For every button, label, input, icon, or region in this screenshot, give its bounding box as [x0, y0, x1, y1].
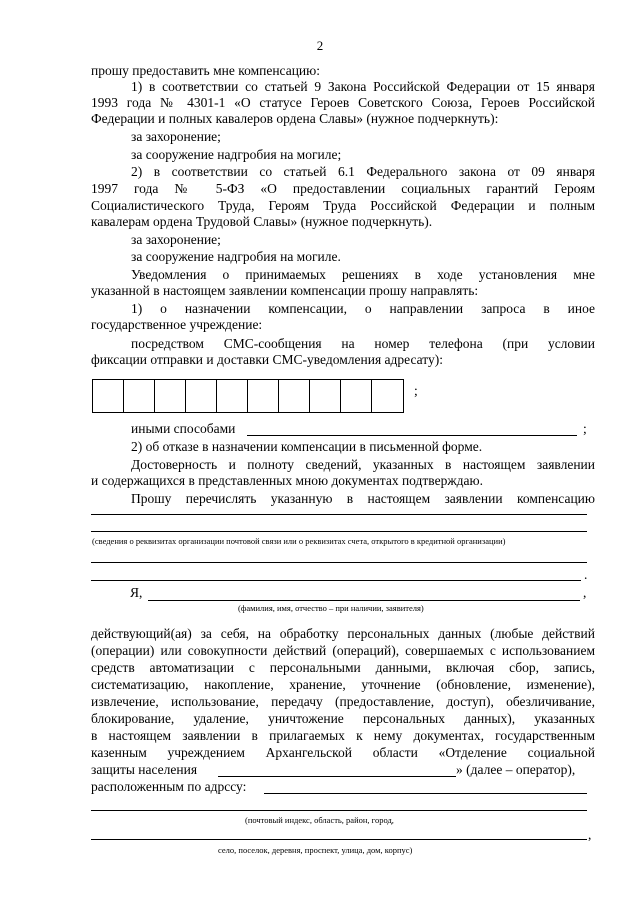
other-methods-field[interactable] [247, 435, 577, 436]
text-line: в настоящем заявлении в прилагаемых к нему документах, государственным [91, 728, 595, 743]
phone-digit-cell[interactable] [279, 380, 310, 412]
phone-digit-cell[interactable] [124, 380, 155, 412]
text-line: 1993 года № 4301-1 «О статусе Героев Советского Союза, Героев Российской [91, 95, 595, 110]
bank-details-field[interactable] [91, 562, 587, 563]
text-line: Прошу перечислять указанную в настоящем заявлении компенсацию [131, 491, 595, 506]
text-line: прошу предоставить мне компенсацию: [91, 63, 320, 78]
text-line: действующий(ая) за себя, на обработку персональных данных (любые действий [91, 626, 595, 641]
text-line: кавалерам ордена Трудовой Славы» (нужное подчеркнуть). [91, 214, 433, 229]
text-line: за сооружение надгробия на могиле; [131, 147, 342, 162]
text-line: иными способами [131, 421, 236, 436]
address-field[interactable] [91, 810, 587, 811]
text-line: блокирование, удаление, уничтожение персональных данных), указанных [91, 711, 595, 726]
text-line: 1997 года № 5-ФЗ «О предоставлении социальных гарантий Героям [91, 181, 595, 196]
address-field[interactable] [91, 839, 587, 840]
phone-number-grid [92, 379, 404, 413]
address-field[interactable] [264, 793, 587, 794]
text-line: расположенным по адрссу: [91, 779, 247, 794]
text-line: Социалистического Труда, Героям Труда Российской Федерации и полным [91, 198, 595, 213]
text-line: 1) о назначении компенсации, о направлении запроса в иное [131, 301, 595, 316]
text-line: Я, [130, 585, 143, 600]
text-line: казенным учреждением Архангельской области «Отделение социальной [91, 745, 595, 760]
text-line: указанной в настоящем заявлении компенсации прошу направлять: [91, 283, 479, 298]
text-line: защиты населения [91, 762, 198, 777]
text-line: , [588, 827, 592, 842]
caption: (почтовый индекс, область, район, город, [245, 815, 394, 825]
department-name-field[interactable] [218, 776, 456, 777]
phone-digit-cell[interactable] [341, 380, 372, 412]
phone-digit-cell[interactable] [310, 380, 341, 412]
phone-digit-cell[interactable] [217, 380, 248, 412]
phone-digit-cell[interactable] [155, 380, 186, 412]
applicant-name-field[interactable] [148, 600, 580, 601]
text-line: извлечение, использование, передачу (предоставление, доступ), обезличивание, [91, 694, 595, 709]
caption: село, поселок, деревня, проспект, улица, дом, корпус) [218, 845, 413, 855]
text-line: Федерации и полных кавалеров ордена Славы» (нужное подчеркнуть): [91, 111, 499, 126]
bank-details-field[interactable] [91, 531, 587, 532]
text-line: систематизацию, накопление, хранение, уточнение (обновление, изменение), [91, 677, 595, 692]
text-line: Достоверность и полноту сведений, указанных в настоящем заявлении [131, 457, 595, 472]
text-line: . [584, 567, 588, 582]
phone-digit-cell[interactable] [186, 380, 217, 412]
text-line: 2) в соответствии со статьей 6.1 Федерального закона от 09 января [131, 164, 595, 179]
text-line: и содержащихся в представленных мною документах подтверждаю. [91, 473, 483, 488]
text-line: 1) в соответствии со статьей 9 Закона Российской Федерации от 15 января [131, 79, 595, 94]
text-line: 2) об отказе в назначении компенсации в письменной форме. [131, 439, 483, 454]
text-line: за захоронение; [131, 129, 221, 144]
caption: (фамилия, имя, отчество – при наличии, заявителя) [238, 603, 424, 613]
sms-semicolon: ; [414, 383, 418, 398]
bank-details-field[interactable] [91, 514, 587, 515]
caption: (сведения о реквизитах организации почтовой связи или о реквизитах счета, открытого в кредитной организации) [92, 536, 506, 546]
text-line: государственное учреждение: [91, 317, 263, 332]
text-line: фиксации отправки и доставки СМС-уведомления адресату): [91, 352, 443, 367]
text-line: за захоронение; [131, 232, 221, 247]
text-line: посредством СМС-сообщения на номер телефона (при условии [131, 336, 595, 351]
text-line: (операции) или совокупности действий (операций), совершаемых с использованием [91, 643, 595, 658]
text-line: , [583, 585, 587, 600]
bank-details-field[interactable] [91, 580, 581, 581]
phone-digit-cell[interactable] [93, 380, 124, 412]
text-line: » (далее – оператор), [456, 762, 576, 777]
page-number: 2 [316, 38, 324, 53]
text-line: за сооружение надгробия на могиле. [131, 249, 341, 264]
text-line: Уведомления о принимаемых решениях в ходе установления мне [131, 267, 595, 282]
phone-digit-cell[interactable] [248, 380, 279, 412]
text-line: средств автоматизации с персональными данными, включая сбор, запись, [91, 660, 595, 675]
phone-digit-cell[interactable] [372, 380, 403, 412]
text-line: ; [583, 421, 587, 436]
